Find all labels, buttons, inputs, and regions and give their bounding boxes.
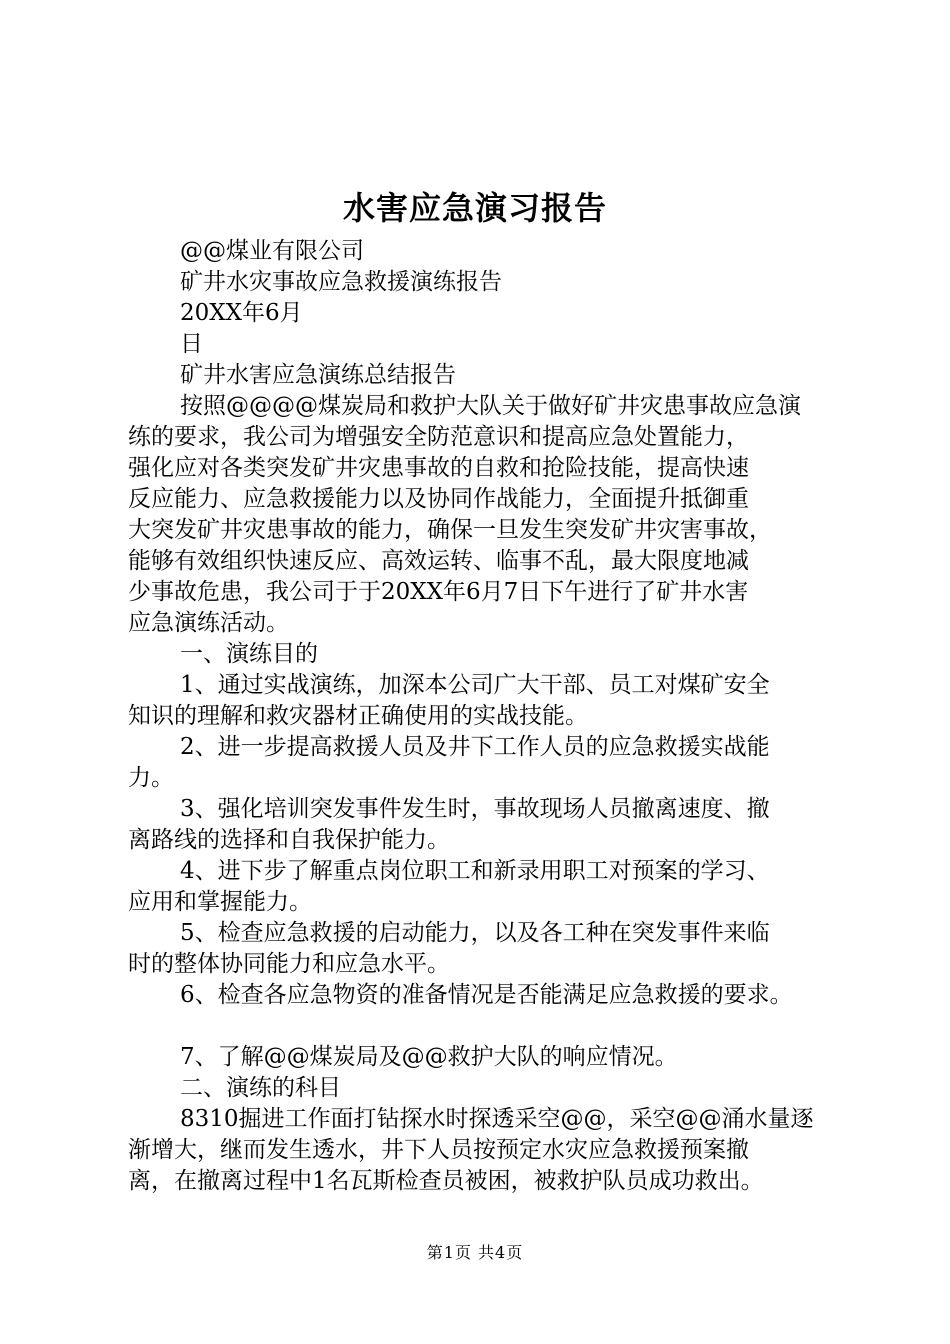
paragraph-line: 应急演练活动。: [128, 610, 289, 636]
list-item-continuation: 时的整体协同能力和应急水平。: [128, 951, 450, 977]
list-item: 5、检查应急救援的启动能力，以及各工种在突发事件来临: [180, 920, 770, 946]
paragraph-line: 离，在撤离过程中1名瓦斯检查员被困，被救护队员成功救出。: [128, 1168, 764, 1194]
paragraph-line: 少事故危患，我公司于于20XX年6月7日下午进行了矿井水害: [128, 579, 749, 605]
paragraph-line: 练的要求，我公司为增强安全防范意识和提高应急处置能力，: [128, 424, 749, 450]
list-item: 3、强化培训突发事件发生时，事故现场人员撤离速度、撤: [180, 796, 770, 822]
report-subtitle: 矿井水灾事故应急救援演练报告: [180, 269, 502, 295]
page-footer: 第1页 共4页: [426, 1243, 524, 1262]
company-name: @@煤业有限公司: [180, 238, 364, 264]
section-heading: 一、演练目的: [180, 641, 318, 667]
paragraph-line: 大突发矿井灾患事故的能力，确保一旦发生突发矿井灾害事故，: [128, 517, 772, 543]
list-item: 2、进一步提高救援人员及井下工作人员的应急救援实战能: [180, 734, 770, 760]
list-item: 4、进下步了解重点岗位职工和新录用职工对预案的学习、: [180, 858, 770, 884]
paragraph-line: 能够有效组织快速反应、高效运转、临事不乱，最大限度地减: [128, 548, 749, 574]
list-item-continuation: 应用和掌握能力。: [128, 889, 312, 915]
paragraph-line: 反应能力、应急救援能力以及协同作战能力，全面提升抵御重: [128, 486, 749, 512]
paragraph-line: 强化应对各类突发矿井灾患事故的自救和抢险技能，提高快速: [128, 455, 749, 481]
list-item-continuation: 知识的理解和救灾器材正确使用的实战技能。: [128, 703, 588, 729]
paragraph-line: 8310掘进工作面打钻探水时探透采空@@，采空@@涌水量逐: [180, 1106, 814, 1132]
list-item-continuation: 力。: [128, 765, 174, 791]
list-item: 6、检查各应急物资的准备情况是否能满足应急救援的要求。: [180, 982, 793, 1008]
document-body: [128, 236, 838, 1197]
document-title: 水害应急演习报告: [342, 189, 607, 227]
list-item: 1、通过实战演练，加深本公司广大干部、员工对煤矿安全: [180, 672, 770, 698]
report-date-day: 日: [180, 331, 203, 357]
paragraph-line: 渐增大，继而发生透水，井下人员按预定水灾应急救援预案撤: [128, 1137, 749, 1163]
list-item: 7、了解@@煤炭局及@@救护大队的响应情况。: [180, 1044, 678, 1070]
paragraph-line: 按照@@@@煤炭局和救护大队关于做好矿井灾患事故应急演: [180, 393, 801, 419]
summary-heading: 矿井水害应急演练总结报告: [180, 362, 456, 388]
report-date: 20XX年6月: [180, 300, 303, 326]
blank-line: [128, 1011, 838, 1042]
section-heading: 二、演练的科目: [180, 1075, 341, 1101]
list-item-continuation: 离路线的选择和自我保护能力。: [128, 827, 450, 853]
